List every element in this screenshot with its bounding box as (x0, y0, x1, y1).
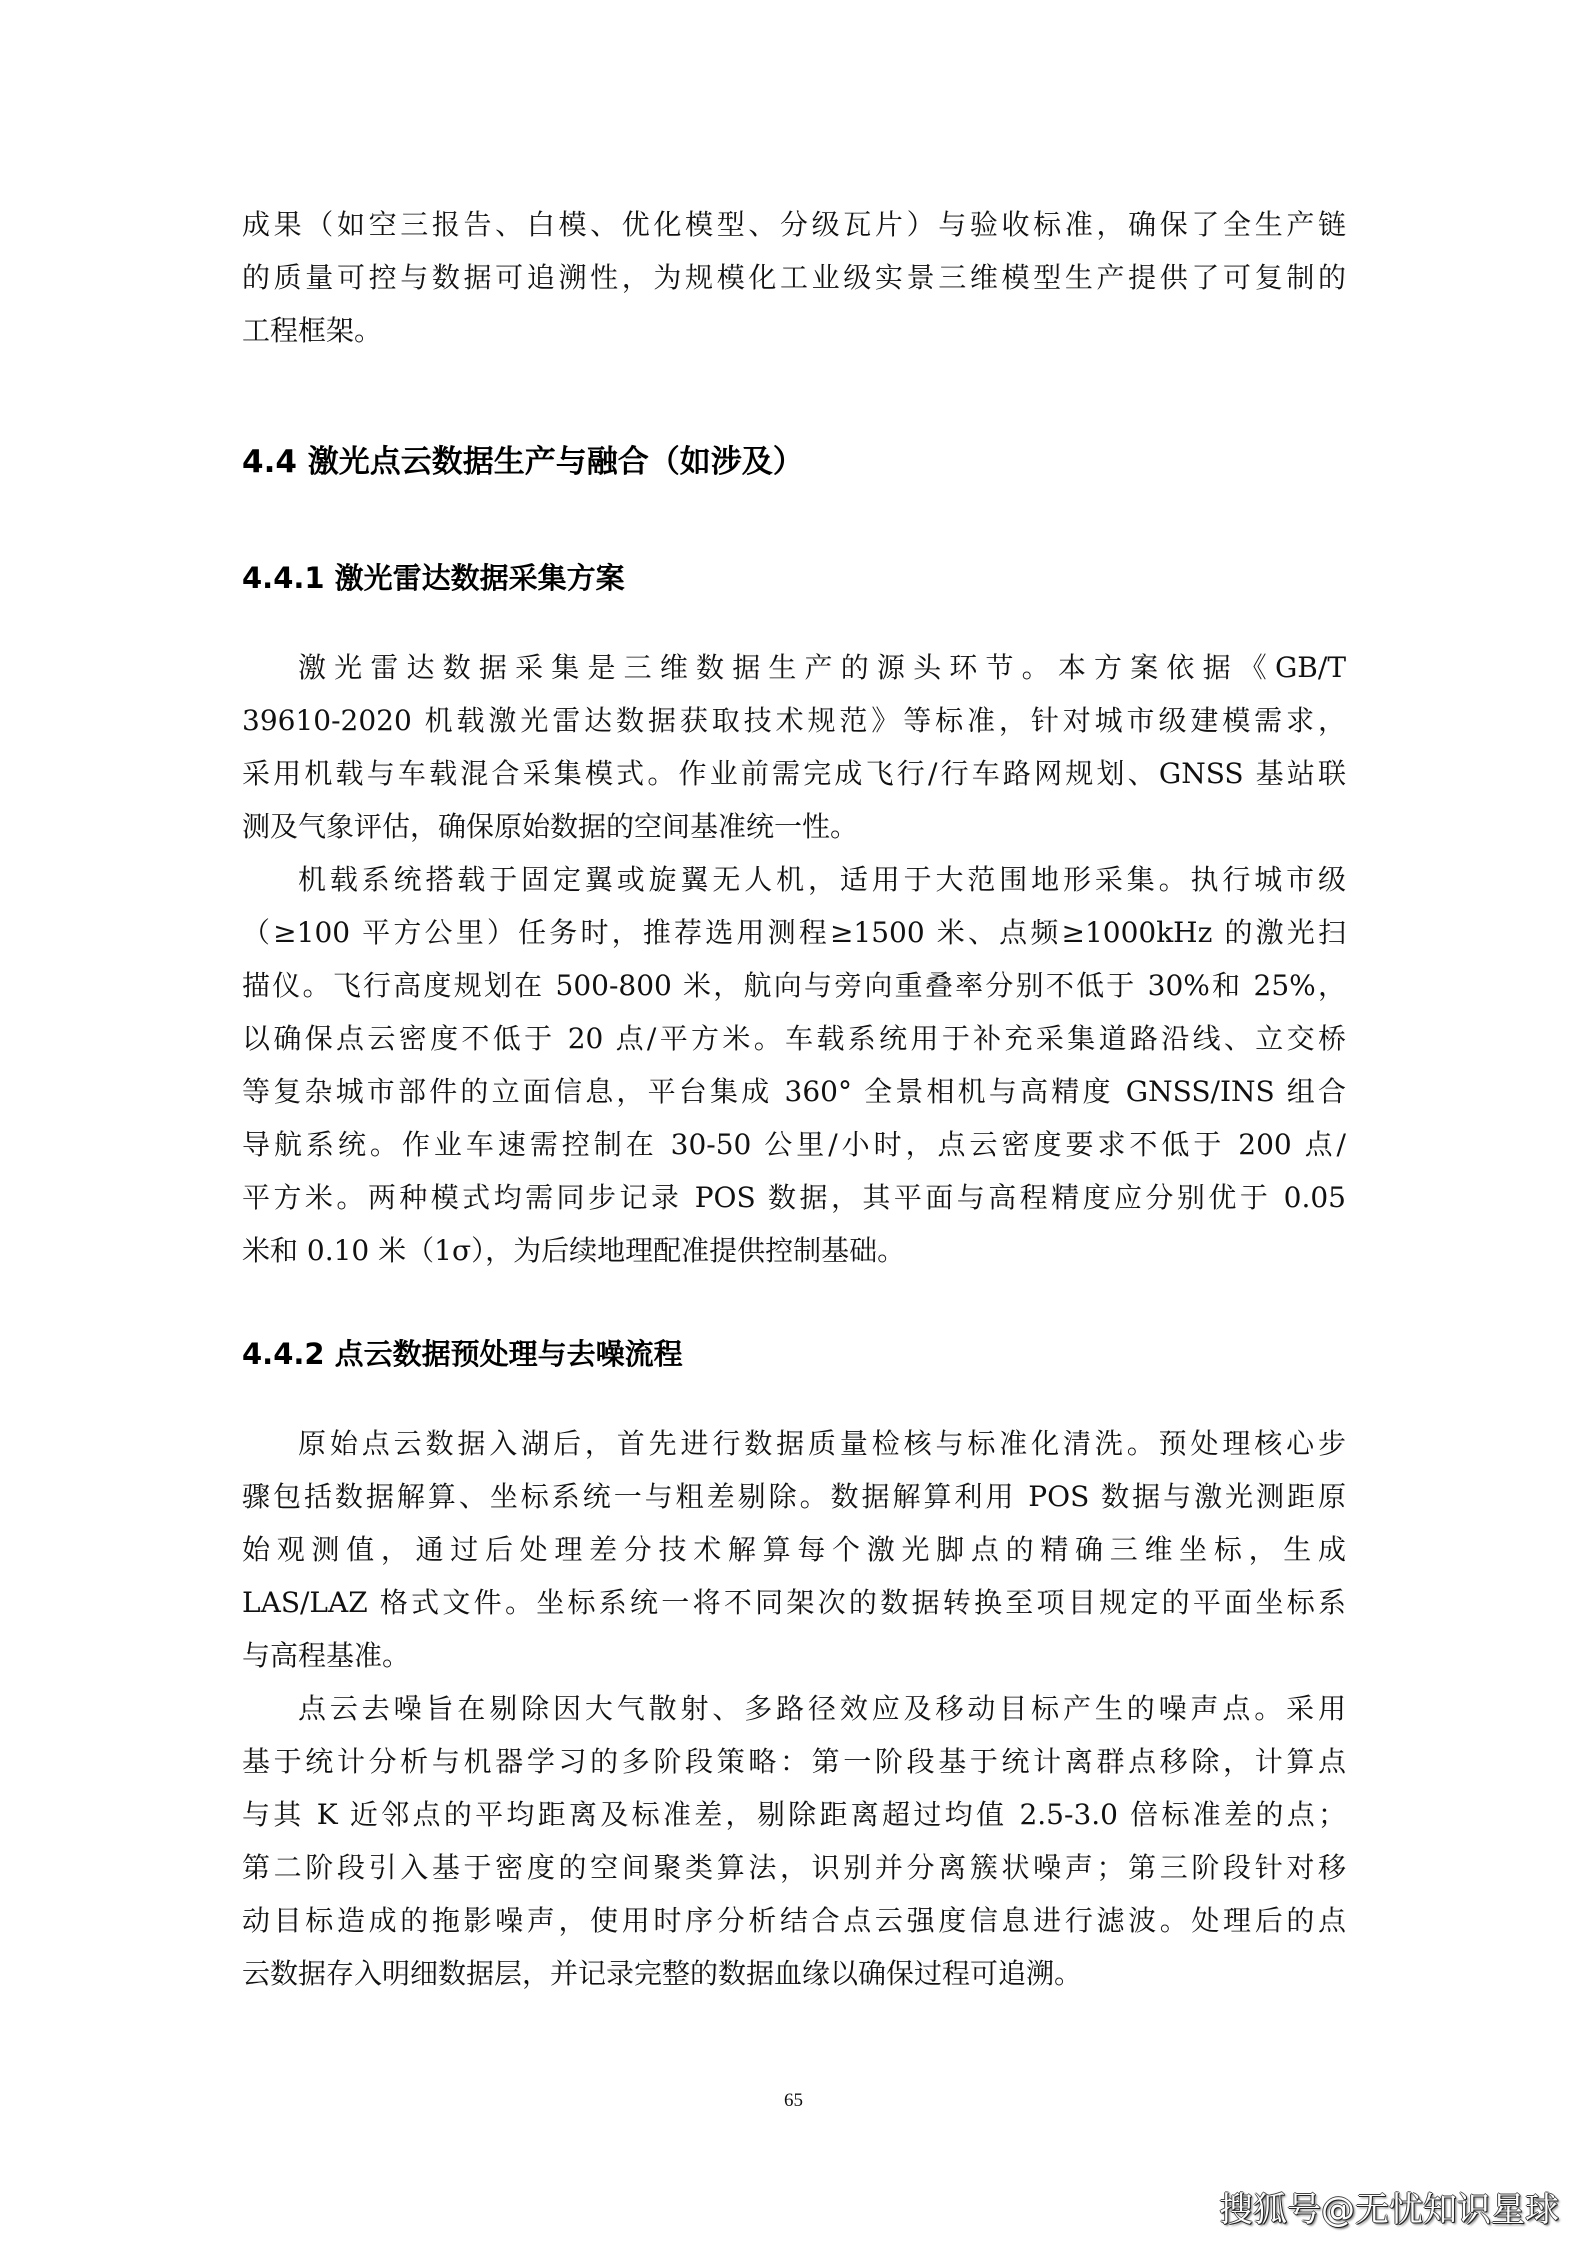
section-heading-4-4-2: 4.4.2 点云数据预处理与去噪流程 (242, 1337, 683, 1371)
text-line: 导航系统。作业车速需控制在 30-50 公里/小时，点云密度要求不低于 200 点/ (242, 1128, 1346, 1161)
text-line: 采用机载与车载混合采集模式。作业前需完成飞行/行车路网规划、GNSS 基站联 (242, 757, 1346, 790)
text-line: 与高程基准。 (242, 1639, 411, 1672)
text-line: 米和 0.10 米（1σ），为后续地理配准提供控制基础。 (242, 1234, 906, 1267)
text-line: 测及气象评估，确保原始数据的空间基准统一性。 (242, 810, 859, 843)
text-line: 点云去噪旨在剔除因大气散射、多路径效应及移动目标产生的噪声点。采用 (298, 1692, 1346, 1725)
text-line: 描仪。飞行高度规划在 500-800 米，航向与旁向重叠率分别不低于 30%和 25%， (242, 969, 1346, 1002)
section-heading-4-4-1: 4.4.1 激光雷达数据采集方案 (242, 561, 625, 595)
text-line: 云数据存入明细数据层，并记录完整的数据血缘以确保过程可追溯。 (242, 1957, 1083, 1990)
text-line: 机载系统搭载于固定翼或旋翼无人机，适用于大范围地形采集。执行城市级 (298, 863, 1346, 896)
text-line: 等复杂城市部件的立面信息，平台集成 360° 全景相机与高精度 GNSS/INS 组合 (242, 1075, 1346, 1108)
text-line: 成果（如空三报告、白模、优化模型、分级瓦片）与验收标准，确保了全生产链 (242, 208, 1346, 241)
text-line: 始观测值，通过后处理差分技术解算每个激光脚点的精确三维坐标，生成 (242, 1533, 1346, 1566)
text-line: 基于统计分析与机器学习的多阶段策略：第一阶段基于统计离群点移除，计算点 (242, 1745, 1346, 1778)
text-line: 的质量可控与数据可追溯性，为规模化工业级实景三维模型生产提供了可复制的 (242, 261, 1346, 294)
text-line: 平方米。两种模式均需同步记录 POS 数据，其平面与高程精度应分别优于 0.05 (242, 1181, 1346, 1214)
text-line: 39610-2020 机载激光雷达数据获取技术规范》等标准，针对城市级建模需求， (242, 704, 1346, 737)
text-line: 与其 K 近邻点的平均距离及标准差，剔除距离超过均值 2.5-3.0 倍标准差的点； (242, 1798, 1346, 1831)
text-line: 第二阶段引入基于密度的空间聚类算法，识别并分离簇状噪声；第三阶段针对移 (242, 1851, 1346, 1884)
page-number: 65 (784, 2090, 803, 2111)
section-heading-4-4: 4.4 激光点云数据生产与融合（如涉及） (242, 444, 804, 480)
text-line: （≥100 平方公里）任务时，推荐选用测程≥1500 米、点频≥1000kHz 的激光扫 (242, 916, 1346, 949)
text-line: LAS/LAZ 格式文件。坐标系统一将不同架次的数据转换至项目规定的平面坐标系 (242, 1586, 1346, 1619)
text-line: 以确保点云密度不低于 20 点/平方米。车载系统用于补充采集道路沿线、立交桥 (242, 1022, 1346, 1055)
text-line: 动目标造成的拖影噪声，使用时序分析结合点云强度信息进行滤波。处理后的点 (242, 1904, 1346, 1937)
text-line: 激光雷达数据采集是三维数据生产的源头环节。本方案依据《GB/T (298, 651, 1346, 684)
watermark: 搜狐号@无忧知识星球 (1219, 2190, 1559, 2230)
text-line: 原始点云数据入湖后，首先进行数据质量检核与标准化清洗。预处理核心步 (298, 1427, 1346, 1460)
text-line: 工程框架。 (242, 314, 383, 347)
text-line: 骤包括数据解算、坐标系统一与粗差剔除。数据解算利用 POS 数据与激光测距原 (242, 1480, 1346, 1513)
